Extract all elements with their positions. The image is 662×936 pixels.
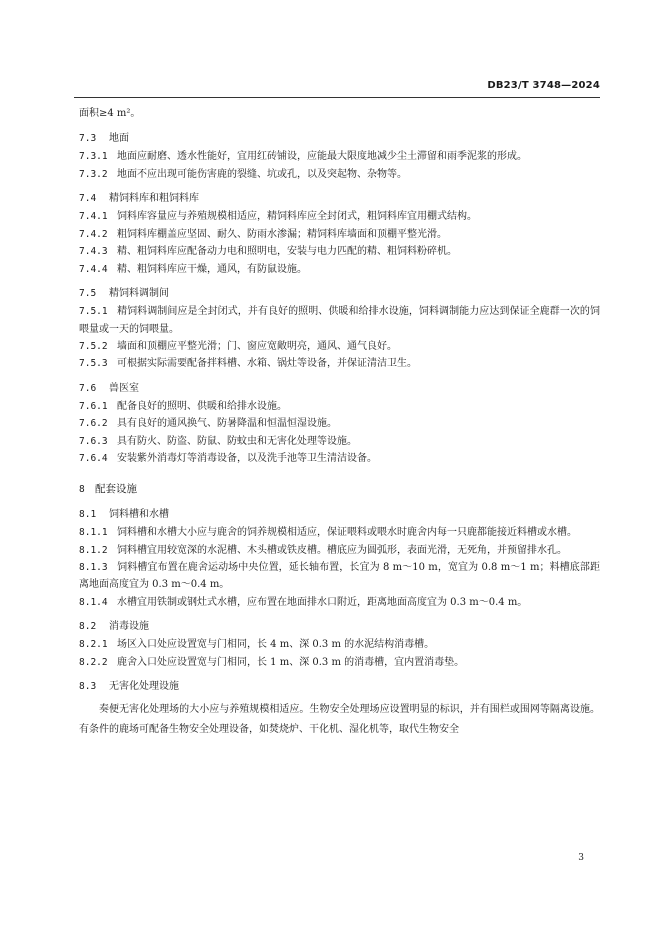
heading-title: 无害化处理设施 bbox=[109, 681, 179, 693]
clause-item bbox=[79, 338, 600, 355]
clause-item bbox=[79, 433, 600, 450]
clause-text: 地面应耐磨、透水性能好，宜用红砖铺设，应能最大限度地减少尘土滞留和雨季泥浆的形成。 bbox=[117, 151, 527, 163]
clause-number: 7.4.2 bbox=[79, 228, 108, 240]
section-heading bbox=[79, 284, 600, 303]
clause-text: 地面不应出现可能伤害鹿的裂缝、坑或孔，以及突起物、杂物等。 bbox=[117, 168, 407, 180]
clause-text: 精、粗饲料库应干燥，通风，有防鼠设施。 bbox=[117, 263, 307, 275]
clause-text: 饲料槽和水槽大小应与鹿舍的饲养规模相适应，保证喂料或喂水时鹿舍内每一只鹿都能接近料槽或水槽。 bbox=[117, 527, 577, 539]
clause-number: 8 bbox=[79, 483, 85, 495]
clause-number: 7.6.4 bbox=[79, 453, 108, 465]
clause-text: 具有防火、防盗、防鼠、防蚊虫和无害化处理等设施。 bbox=[117, 435, 357, 447]
clause-text: 饲料槽宜用较宽深的水泥槽、木头槽或铁皮槽。槽底应为圆弧形，表面光滑，无死角，并预留排水孔。 bbox=[117, 544, 567, 556]
clause-number: 7.4 bbox=[79, 193, 97, 205]
clause-text: 鹿舍入口处应设置宽与门相同，长 1 m、深 0.3 m 的消毒槽，宜内置消毒垫。 bbox=[117, 656, 465, 668]
clause-number: 8.1.1 bbox=[79, 527, 108, 539]
clause-text: 墙面和顶棚应平整光滑；门、窗应宽敞明亮，通风、通气良好。 bbox=[117, 341, 397, 353]
clause-text: 粗饲料库棚盖应坚固、耐久、防雨水渗漏；精饲料库墙面和顶棚平整光滑。 bbox=[117, 228, 447, 240]
clause-number: 7.3 bbox=[79, 133, 97, 145]
clause-number: 7.5.2 bbox=[79, 341, 108, 353]
document-body bbox=[79, 104, 600, 740]
clause-number: 7.5.3 bbox=[79, 358, 108, 370]
clause-item bbox=[79, 208, 600, 225]
document-code: DB23/T 3748—2024 bbox=[487, 80, 600, 91]
clause-item bbox=[79, 355, 600, 372]
clause-text: 配备良好的照明、供暖和给排水设施。 bbox=[117, 401, 287, 413]
clause-item bbox=[79, 542, 600, 559]
clause-number: 7.6.2 bbox=[79, 418, 108, 430]
clause-text: 精饲料调制间应是全封闭式，并有良好的照明、供暖和给排水设施，饲料调制能力应达到保证全鹿群一次的饲喂量或一天的饲喂量。 bbox=[79, 306, 600, 335]
clause-item bbox=[79, 398, 600, 415]
chapter-heading bbox=[79, 480, 600, 499]
clause-number: 7.3.2 bbox=[79, 168, 108, 180]
clause-number: 7.6 bbox=[79, 382, 97, 394]
clause-item bbox=[79, 261, 600, 278]
clause-item bbox=[79, 243, 600, 260]
body-paragraph: 奏便无害化处理场的大小应与养殖规模相适应。生物安全处理场应设置明显的标识，并有围栏或围网等隔离设施。有条件的鹿场可配备生物安全处理设备，如焚烧炉、干化机、湿化机等，取代生物安全 bbox=[79, 704, 600, 736]
clause-text: 具有良好的通风换气、防暑降温和恒温恒湿设施。 bbox=[117, 418, 337, 430]
clause-item bbox=[79, 654, 600, 671]
clause-number: 8.2.1 bbox=[79, 639, 108, 651]
clause-text: 可根据实际需要配备拌料槽、水箱、锅灶等设备，并保证清洁卫生。 bbox=[117, 358, 417, 370]
section-heading bbox=[79, 505, 600, 524]
clause-text: 精、粗饲料库应配备动力电和照明电，安装与电力匹配的精、粗饲料粉碎机。 bbox=[117, 246, 457, 258]
section-heading bbox=[79, 379, 600, 398]
section-heading bbox=[79, 617, 600, 636]
clause-number: 7.4.4 bbox=[79, 263, 108, 275]
clause-item bbox=[79, 524, 600, 541]
clause-number: 8.3 bbox=[79, 681, 97, 693]
clause-text: 饲料库容量应与养殖规模相适应，精饲料库应全封闭式，粗饲料库宜用棚式结构。 bbox=[117, 211, 477, 223]
clause-item bbox=[79, 594, 600, 611]
clause-number: 8.2 bbox=[79, 621, 97, 633]
clause-item bbox=[79, 415, 600, 432]
intro-line: 面积≥4 m²。 bbox=[79, 108, 141, 119]
clause-number: 8.1 bbox=[79, 508, 97, 520]
heading-title: 精饲料库和粗饲料库 bbox=[109, 193, 199, 205]
section-heading bbox=[79, 189, 600, 208]
clause-text: 场区入口处应设置宽与门相同，长 4 m、深 0.3 m 的水泥结构消毒槽。 bbox=[117, 639, 435, 651]
heading-title: 消毒设施 bbox=[109, 621, 149, 633]
clause-number: 8.1.2 bbox=[79, 544, 108, 556]
heading-title: 兽医室 bbox=[109, 382, 139, 394]
section-heading bbox=[79, 677, 600, 696]
clause-text: 安装紫外消毒灯等消毒设备，以及洗手池等卫生清洁设备。 bbox=[117, 453, 377, 465]
clause-item bbox=[79, 226, 600, 243]
clause-number: 7.6.3 bbox=[79, 435, 108, 447]
clause-number: 7.5 bbox=[79, 288, 97, 300]
heading-title: 地面 bbox=[109, 133, 129, 145]
clause-number: 7.6.1 bbox=[79, 401, 108, 413]
heading-title: 配套设施 bbox=[95, 482, 137, 495]
clause-item bbox=[79, 303, 600, 338]
clause-text: 水槽宜用铁制或钢灶式水槽，应布置在地面排水口附近，距离地面高度宜为 0.3 m～0.4 m。 bbox=[117, 596, 528, 608]
heading-title: 精饲料调制间 bbox=[109, 288, 169, 300]
clause-number: 7.5.1 bbox=[79, 306, 108, 318]
clause-text: 饲料槽宜布置在鹿舍运动场中央位置，延长轴布置，长宜为 8 m～10 m，宽宜为 0.8 m～1 m；料槽底部距离地面高度宜为 0.3 m～0.4 m。 bbox=[79, 561, 600, 591]
clause-number: 7.4.3 bbox=[79, 246, 108, 258]
clause-number: 8.1.3 bbox=[79, 561, 108, 573]
clause-number: 8.1.4 bbox=[79, 596, 108, 608]
clause-number: 7.4.1 bbox=[79, 211, 108, 223]
section-heading bbox=[79, 129, 600, 148]
clause-number: 7.3.1 bbox=[79, 151, 108, 163]
heading-title: 饲料槽和水槽 bbox=[109, 508, 169, 520]
clause-item bbox=[79, 450, 600, 467]
clause-item bbox=[79, 148, 600, 165]
clause-item bbox=[79, 166, 600, 183]
clause-item bbox=[79, 559, 600, 594]
clause-number: 8.2.2 bbox=[79, 656, 108, 668]
header-rule bbox=[74, 97, 600, 98]
page-number: 3 bbox=[578, 853, 584, 863]
clause-item bbox=[79, 636, 600, 653]
